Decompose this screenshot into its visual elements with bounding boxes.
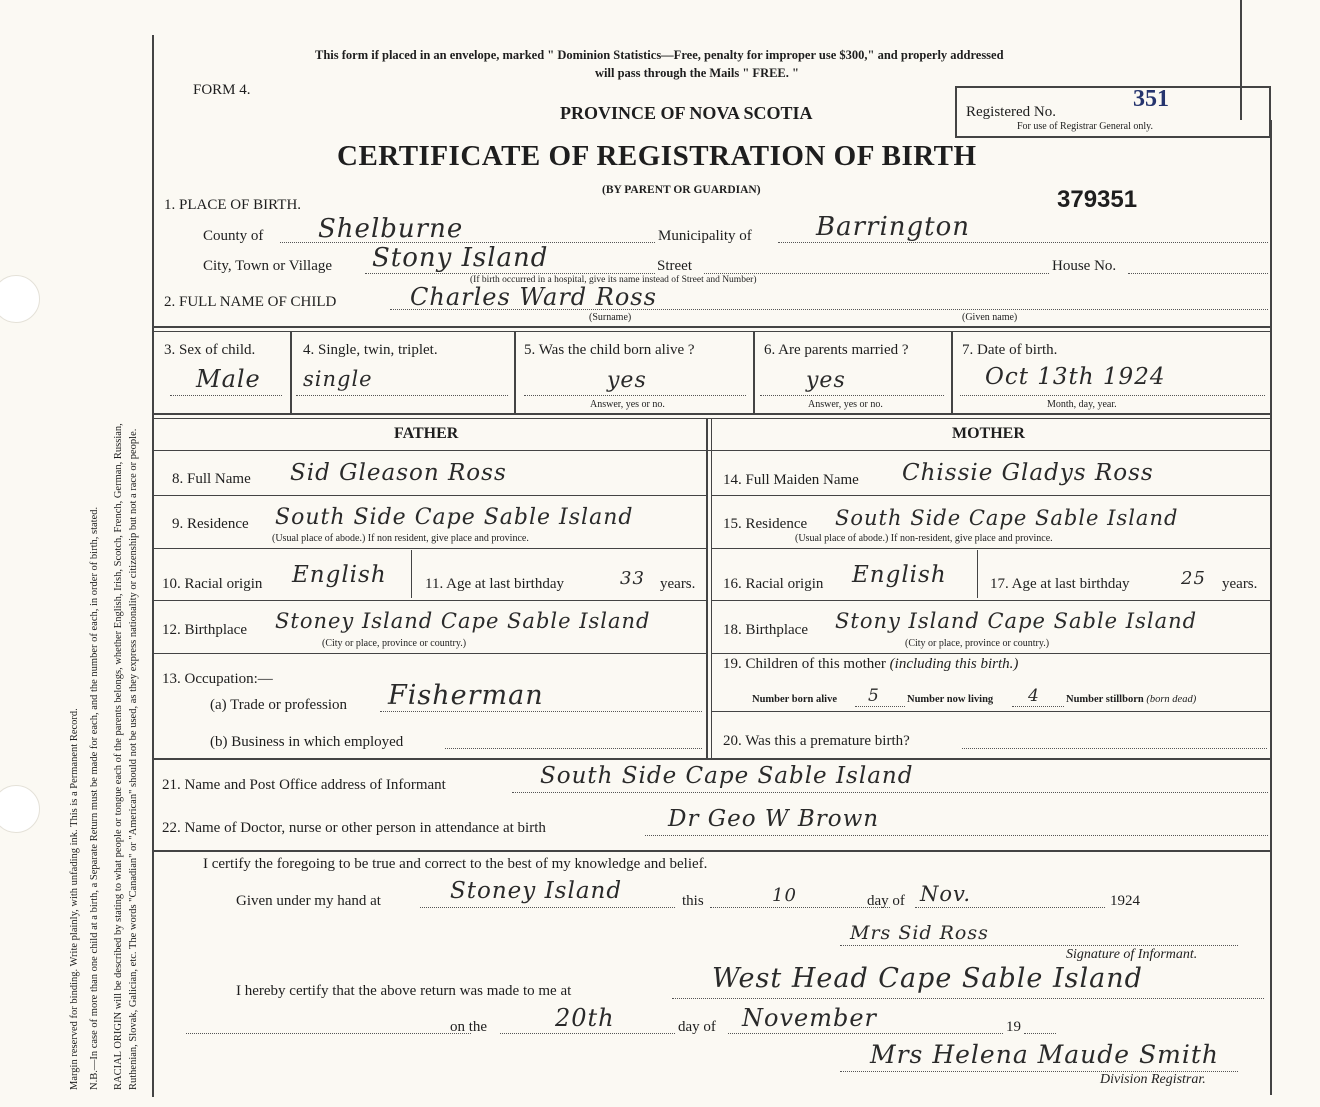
certify-day-line [710, 907, 890, 908]
mother-rule-2 [711, 548, 1270, 549]
given-name-note: (Given name) [962, 312, 1018, 323]
father-age-value: 33 [620, 568, 645, 589]
mother-residence-label: 15. Residence [723, 516, 808, 532]
married-note: Answer, yes or no. [808, 399, 883, 410]
mother-name-label: 14. Full Maiden Name [723, 472, 859, 488]
married-line [760, 395, 944, 396]
premature-label: 20. Was this a premature birth? [723, 733, 910, 749]
hospital-note: (If birth occurred in a hospital, give its name instead of Street and Number) [470, 275, 757, 285]
born-alive-count-label: Number born alive [752, 694, 837, 705]
mother-racial-label: 16. Racial origin [723, 576, 824, 592]
born-alive-value: yes [607, 368, 647, 393]
mother-birthplace-note: (City or place, province or country.) [905, 638, 1050, 649]
registered-number: 351 [1133, 86, 1169, 112]
father-name-label: 8. Full Name [172, 471, 251, 487]
margin-line-3: RACIAL ORIGIN will be described by stating to what people or tongue each of the parents belongs, whether English, Irish, Scotch, French, German, Russian, [113, 423, 124, 1090]
mother-age-value: 25 [1181, 568, 1206, 589]
father-rule-4 [152, 653, 706, 654]
father-age-label: 11. Age at last birthday [425, 576, 564, 592]
father-rule-1 [152, 495, 706, 496]
divider-6-7 [951, 332, 953, 414]
registrar-signature: Mrs Helena Maude Smith [870, 1040, 1219, 1069]
county-label: County of [203, 228, 264, 244]
form-number: FORM 4. [193, 82, 251, 98]
informant-signature-label: Signature of Informant. [1066, 947, 1198, 962]
registrar-statement: I hereby certify that the above return was made to me at [236, 983, 572, 999]
province-heading: PROVINCE OF NOVA SCOTIA [560, 103, 813, 123]
registrar-note: For use of Registrar General only. [1017, 121, 1153, 132]
registered-box [955, 86, 1271, 138]
registrar-title: Division Registrar. [1100, 1072, 1206, 1087]
rule-after-name [152, 326, 1270, 328]
registrar-day-of: day of [678, 1019, 716, 1035]
informant-signature-line [840, 945, 1238, 946]
dob-line [960, 395, 1265, 396]
doctor-label: 22. Name of Doctor, nurse or other person in attendance at birth [162, 820, 546, 836]
informant-line [512, 792, 1268, 793]
born-alive-count: 5 [868, 686, 880, 706]
certify-day: 10 [772, 885, 797, 906]
municipality-value: Barrington [816, 212, 971, 242]
given-place-value: Stoney Island [450, 878, 623, 904]
municipality-line [778, 242, 1268, 243]
divider-4-5 [514, 332, 516, 414]
surname-note: (Surname) [589, 312, 632, 323]
mother-heading: MOTHER [952, 425, 1025, 442]
binding-hole-top [0, 275, 40, 323]
plurality-label: 4. Single, twin, triplet. [303, 342, 438, 358]
registrar-day: 20th [555, 1004, 615, 1032]
parents-divider-1 [706, 418, 708, 758]
mother-rule-4 [711, 653, 1270, 654]
dob-note: Month, day, year. [1047, 399, 1117, 410]
father-residence-note: (Usual place of abode.) If non resident, give place and province. [272, 533, 529, 544]
mother-birthplace-label: 18. Birthplace [723, 622, 808, 638]
municipality-label: Municipality of [658, 228, 752, 244]
form-right-border [1270, 120, 1272, 1095]
day-of-label: day of [867, 893, 905, 909]
street-line [704, 273, 1049, 274]
informant-signature: Mrs Sid Ross [850, 922, 989, 944]
certify-month-line [915, 907, 1105, 908]
married-value: yes [806, 368, 846, 393]
sex-value: Male [196, 365, 261, 393]
children-label-text: 19. Children of this mother [723, 656, 886, 672]
certify-month: Nov. [920, 882, 972, 906]
house-label: House No. [1052, 258, 1117, 274]
mother-rule-5 [711, 711, 1270, 712]
city-line [365, 273, 655, 274]
father-racial-divider [411, 550, 412, 598]
mother-racial-value: English [852, 562, 947, 588]
trade-label: (a) Trade or profession [210, 697, 348, 713]
street-label: Street [657, 258, 692, 274]
rule-under-headings [152, 450, 1270, 451]
sex-label: 3. Sex of child. [164, 342, 256, 358]
city-value: Stony Island [372, 243, 549, 273]
premature-line [962, 748, 1267, 749]
mother-residence-value: South Side Cape Sable Island [835, 506, 1179, 530]
father-rule-3 [152, 600, 706, 601]
father-name-value: Sid Gleason Ross [290, 460, 507, 486]
registrar-month-line [728, 1033, 1003, 1034]
on-the-label: on the [450, 1019, 488, 1035]
father-birthplace-label: 12. Birthplace [162, 622, 247, 638]
stillborn-label-text: Number stillborn [1066, 694, 1144, 705]
binding-hole-bottom [0, 785, 40, 833]
certify-year: 1924 [1110, 893, 1140, 909]
rule-before-certify [152, 850, 1270, 852]
father-heading: FATHER [394, 425, 459, 442]
informant-value: South Side Cape Sable Island [540, 763, 914, 789]
father-rule-2 [152, 548, 706, 549]
business-label: (b) Business in which employed [210, 734, 404, 750]
margin-line-4: Ruthenian, Slovak, Galician, etc. The words "Canadian" or "American" should not be used, as they express nationality or citizenship but not a race or people. [128, 428, 139, 1090]
registrar-year-line [1024, 1033, 1056, 1034]
doctor-line [645, 835, 1268, 836]
born-alive-count-line [855, 706, 905, 707]
city-label: City, Town or Village [203, 258, 333, 274]
child-name-value: Charles Ward Ross [410, 283, 657, 311]
registered-label: Registered No. [966, 104, 1056, 120]
mother-racial-divider [977, 550, 978, 598]
registrar-day-line [500, 1033, 675, 1034]
mother-years: years. [1222, 576, 1258, 592]
born-alive-line [524, 395, 746, 396]
serial-number: 379351 [1057, 186, 1138, 213]
mail-notice-1: This form if placed in an envelope, marked " Dominion Statistics—Free, penalty for improper use $300," and properly addressed [315, 48, 1004, 62]
registrar-month: November [742, 1004, 878, 1032]
stillborn-label [1066, 694, 1196, 705]
registrar-lead-line [186, 1033, 471, 1034]
this-label: this [682, 893, 704, 909]
given-place-line [420, 907, 675, 908]
rule-after-parents [152, 758, 1270, 760]
mother-birthplace-value: Stony Island Cape Sable Island [835, 609, 1198, 633]
margin-line-1: Margin reserved for binding. Write plainly, with unfading ink. This is a Permanent Record. [69, 708, 80, 1090]
father-residence-label: 9. Residence [172, 516, 249, 532]
registrar-place-value: West Head Cape Sable Island [712, 963, 1143, 994]
living-count-line [1012, 706, 1064, 707]
certificate-title: CERTIFICATE OF REGISTRATION OF BIRTH [337, 140, 977, 172]
plurality-line [296, 395, 508, 396]
occupation-label: 13. Occupation:— [162, 671, 273, 687]
place-of-birth-label: 1. PLACE OF BIRTH. [164, 197, 302, 213]
registrar-year-prefix: 19 [1006, 1019, 1021, 1035]
form-left-border [152, 35, 154, 1097]
house-line [1128, 273, 1268, 274]
divider-5-6 [753, 332, 755, 414]
father-birthplace-note: (City or place, province or country.) [322, 638, 467, 649]
informant-label: 21. Name and Post Office address of Informant [162, 777, 446, 793]
dob-label: 7. Date of birth. [962, 342, 1058, 358]
mail-notice-2: will pass through the Mails " FREE. " [595, 66, 799, 80]
trade-line [380, 711, 702, 712]
registrar-place-line [672, 998, 1264, 999]
married-label: 6. Are parents married ? [764, 342, 909, 358]
certificate-subtitle: (BY PARENT OR GUARDIAN) [602, 184, 761, 196]
father-birthplace-value: Stoney Island Cape Sable Island [275, 609, 651, 633]
rule-before-parents [152, 413, 1270, 415]
mother-residence-note: (Usual place of abode.) If non-resident, give place and province. [795, 533, 1053, 544]
county-value: Shelburne [318, 214, 464, 244]
father-residence-value: South Side Cape Sable Island [275, 505, 634, 530]
children-label [723, 656, 1018, 673]
given-label: Given under my hand at [236, 893, 381, 909]
born-alive-note: Answer, yes or no. [590, 399, 665, 410]
rule-after-name-2 [152, 331, 1270, 332]
divider-3-4 [290, 332, 292, 414]
children-counts [752, 694, 837, 705]
child-name-label: 2. FULL NAME OF CHILD [164, 294, 337, 310]
parents-divider-2 [711, 418, 712, 758]
mother-rule-1 [711, 495, 1270, 496]
father-years: years. [660, 576, 696, 592]
business-line [445, 748, 702, 749]
certify-statement: I certify the foregoing to be true and correct to the best of my knowledge and belief. [203, 856, 708, 872]
dob-value: Oct 13th 1924 [985, 364, 1166, 390]
living-count: 4 [1028, 686, 1040, 706]
father-racial-label: 10. Racial origin [162, 576, 263, 592]
margin-line-2: N.B.—In case of more than one child at a birth, a Separate Return must be made for each, and the number of each, in order of birth, stated. [89, 506, 100, 1090]
mother-rule-3 [711, 600, 1270, 601]
plurality-value: single [303, 367, 373, 391]
born-alive-label: 5. Was the child born alive ? [524, 342, 695, 358]
living-count-label: Number now living [907, 694, 994, 705]
doctor-value: Dr Geo W Brown [668, 806, 880, 832]
mother-age-label: 17. Age at last birthday [990, 576, 1130, 592]
stillborn-label-note: (born dead) [1146, 694, 1197, 705]
children-label-note: (including this birth.) [889, 656, 1019, 672]
sex-line [170, 395, 282, 396]
mother-name-value: Chissie Gladys Ross [902, 460, 1154, 486]
trade-value: Fisherman [388, 680, 544, 711]
father-racial-value: English [292, 562, 387, 588]
